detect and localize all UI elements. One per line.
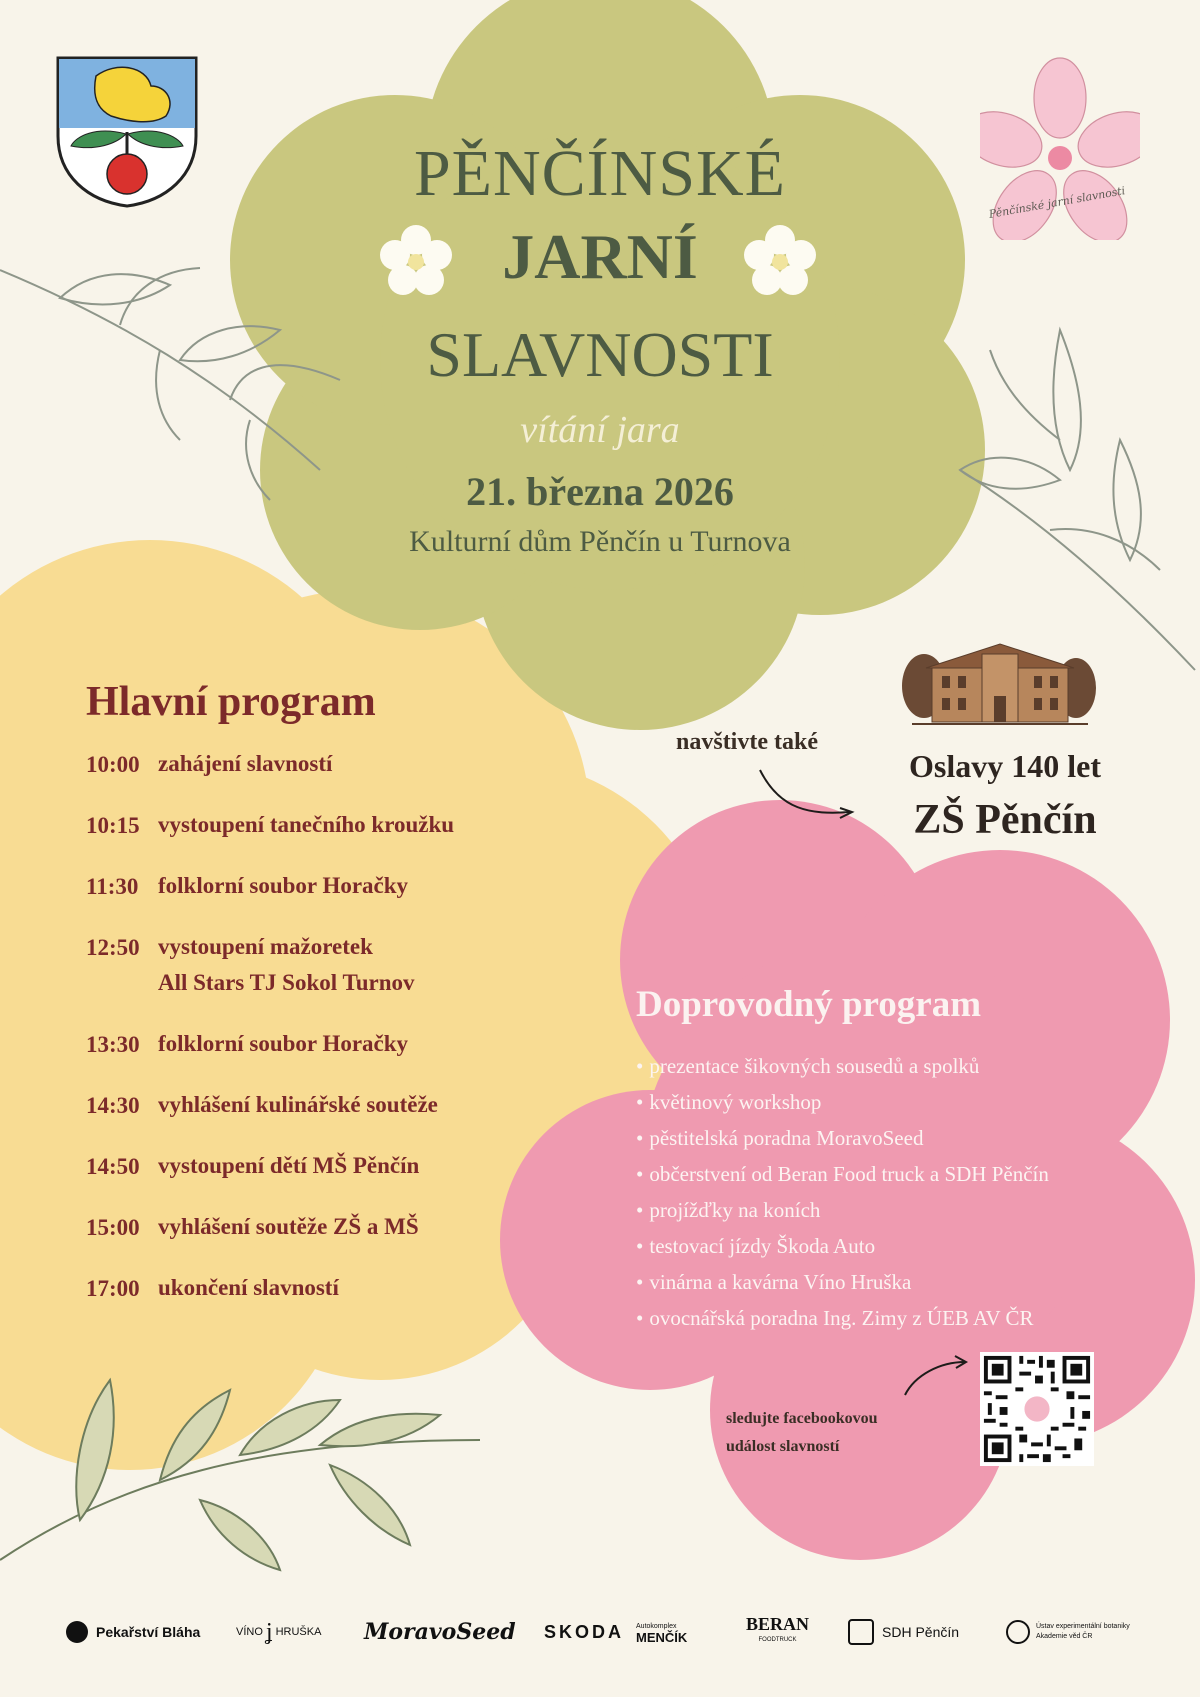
event-title-line-3: SLAVNOSTI (426, 319, 774, 390)
event-date: 21. března 2026 (466, 469, 734, 514)
side-program-heading: Doprovodný program (636, 984, 982, 1025)
list-item-text: pěstitelská poradna MoravoSeed (649, 1126, 924, 1150)
schedule-activity: vystoupení dětí MŠ Pěnčín (158, 1153, 420, 1178)
anniversary-school: ZŠ Pěnčín (913, 797, 1097, 843)
schedule-activity: folklorní soubor Horačky (158, 873, 409, 898)
firefighter-icon (848, 1619, 874, 1645)
sponsor-beran-name: BERAN (746, 1614, 810, 1634)
sponsor-logos (0, 1612, 1200, 1652)
list-item: • pěstitelská poradna MoravoSeed (636, 1126, 924, 1150)
sponsor-beran-logo (746, 1612, 809, 1652)
list-item: • projížďky na koních (636, 1198, 821, 1222)
branch-right (960, 330, 1195, 670)
list-item: • testovací jízdy Škoda Auto (636, 1234, 876, 1258)
sponsor-dealer-small: Autokomplex (636, 1623, 677, 1630)
schedule-time: 10:00 (86, 752, 140, 777)
schedule-activity: vystoupení tanečního kroužku (158, 812, 455, 837)
schedule-row (86, 874, 606, 935)
schedule-row (86, 935, 606, 1032)
qr-code-icon[interactable] (980, 1352, 1094, 1466)
sponsor-moravoseed-logo: MoravoSeed (364, 1619, 516, 1645)
event-title-line-1: PĚNČÍNSKÉ (413, 137, 787, 210)
event-venue: Kulturní dům Pěnčín u Turnova (409, 525, 791, 558)
schedule-activity: folklorní soubor Horačky (158, 1031, 409, 1056)
schedule-time: 13:30 (86, 1032, 140, 1057)
sponsor-ueb-logo (1006, 1612, 1130, 1652)
sponsor-wine-right: HRUŠKA (275, 1626, 322, 1638)
sponsor-wine-left: VÍNO (236, 1626, 263, 1638)
school-building-icon (902, 636, 1098, 732)
list-item: • květinový workshop (636, 1090, 822, 1114)
list-item-text: testovací jízdy Škoda Auto (649, 1234, 876, 1258)
list-item-text: prezentace šikovných sousedů a spolků (649, 1054, 980, 1078)
sponsor-sdh-logo (848, 1612, 959, 1652)
list-item: • vinárna a kavárna Víno Hruška (636, 1270, 912, 1294)
sponsor-skoda-name: SKODA (544, 1621, 625, 1642)
wine-j-icon: ʝ (265, 1618, 273, 1645)
list-item-text: občerstvení od Beran Food truck a SDH Pěnčín (649, 1162, 1049, 1186)
side-program-list (636, 1054, 1156, 1342)
schedule-activity: vyhlášení soutěže ZŠ a MŠ (158, 1214, 419, 1239)
schedule-activity: vyhlášení kulinářské soutěže (158, 1092, 438, 1117)
sponsor-beran-small: FOODTRUCK (758, 1637, 797, 1643)
schedule-row (86, 1215, 606, 1276)
schedule-activity: vystoupení mažoretek All Stars TJ Sokol Turnov (158, 934, 415, 995)
bakery-icon (66, 1621, 88, 1643)
schedule-time: 11:30 (86, 874, 139, 899)
schedule-time: 10:15 (86, 813, 140, 838)
list-item-text: ovocnářská poradna Ing. Zimy z ÚEB AV ČR (649, 1306, 1034, 1330)
schedule-row (86, 813, 606, 874)
schedule-row (86, 752, 606, 813)
facebook-note: sledujte facebookovou událost slavností (726, 1410, 878, 1455)
sponsor-bakery-logo (66, 1612, 200, 1652)
schedule-activity: ukončení slavností (158, 1275, 339, 1300)
sponsor-sdh-name: SDH Pěnčín (882, 1624, 960, 1640)
list-item: • ovocnářská poradna Ing. Zimy z ÚEB AV ČR (636, 1306, 1034, 1330)
anniversary-title: Oslavy 140 let (909, 748, 1101, 784)
emblem-caption: Pěnčínské jarní slavnosti (987, 184, 1127, 221)
visit-also-label: navštivte také (676, 729, 818, 755)
sponsor-ueb-line2: Akademie věd ČR (1036, 1633, 1093, 1640)
schedule-time: 12:50 (86, 935, 140, 960)
list-item-text: květinový workshop (649, 1090, 822, 1114)
event-title-line-2: JARNÍ (502, 221, 698, 292)
main-program-schedule (86, 752, 606, 1337)
ueb-icon (1006, 1620, 1030, 1644)
schedule-row (86, 1154, 606, 1215)
schedule-time: 14:30 (86, 1093, 140, 1118)
schedule-row (86, 1276, 606, 1337)
schedule-time: 14:50 (86, 1154, 140, 1179)
list-item-text: projížďky na koních (649, 1198, 821, 1222)
list-item: • občerstvení od Beran Food truck a SDH Pěnčín (636, 1162, 1049, 1186)
sponsor-dealer-name: MENČÍK (636, 1630, 688, 1645)
schedule-row (86, 1093, 606, 1154)
village-crest-icon (56, 56, 198, 208)
schedule-row (86, 1032, 606, 1093)
sponsor-bakery-name: Pekařství Bláha (96, 1624, 201, 1640)
list-item-text: vinárna a kavárna Víno Hruška (649, 1270, 912, 1294)
schedule-time: 17:00 (86, 1276, 140, 1301)
schedule-activity: zahájení slavností (158, 751, 333, 776)
sponsor-skoda-logo (544, 1612, 687, 1652)
sponsor-ueb-line1: Ústav experimentální botaniky (1036, 1623, 1130, 1630)
schedule-time: 15:00 (86, 1215, 140, 1240)
list-item: • prezentace šikovných sousedů a spolků (636, 1054, 980, 1078)
main-program-heading: Hlavní program (86, 679, 376, 725)
event-subtitle: vítání jara (520, 409, 680, 451)
sponsor-wine-logo (236, 1612, 321, 1652)
